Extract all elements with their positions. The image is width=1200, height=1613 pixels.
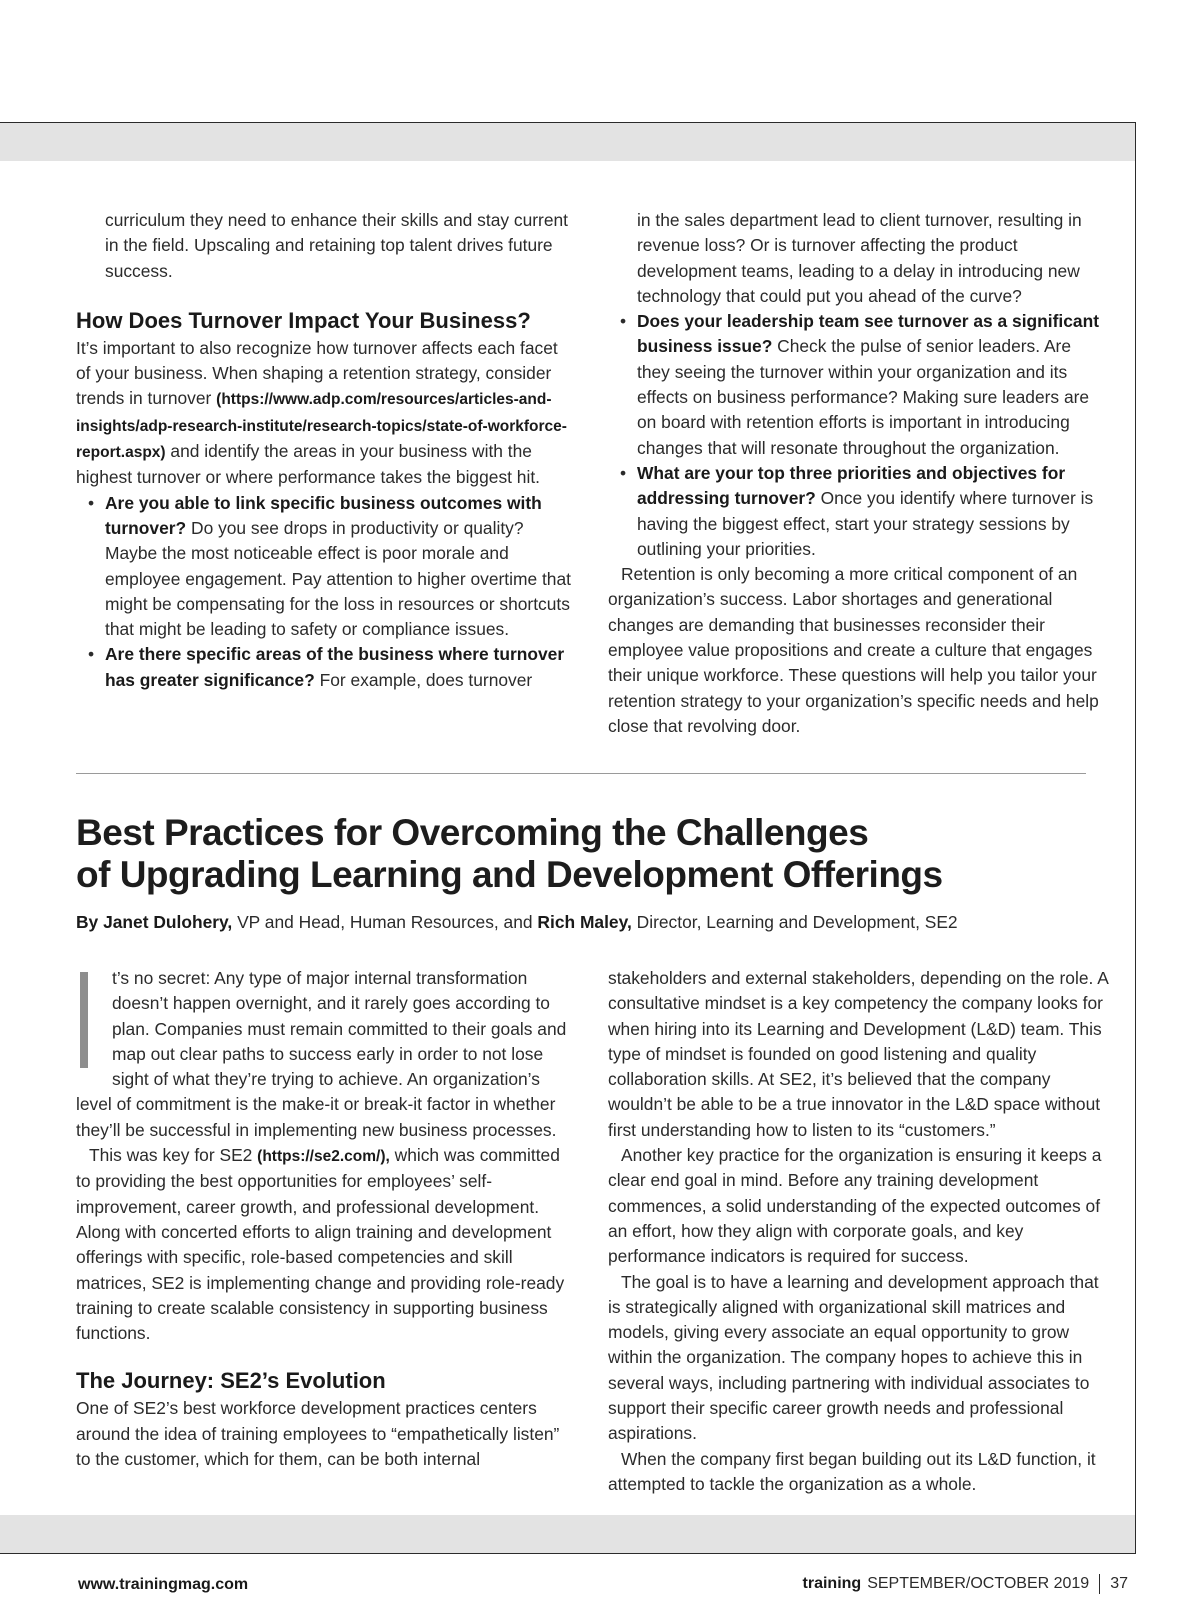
continued-text: in the sales department lead to client turnover, resulting in revenue loss? Or is turnover affecting the product development teams, leading to a delay in introducing new technology that could put you ahead of the curve? bbox=[637, 210, 1082, 306]
article-right-column bbox=[608, 966, 1108, 1497]
section-heading: How Does Turnover Impact Your Business? bbox=[76, 307, 531, 333]
article-title: Best Practices for Overcoming the Challenges of Upgrading Learning and Development Offerings bbox=[76, 812, 943, 895]
se2-link[interactable]: (https://se2.com/), bbox=[257, 1148, 390, 1166]
page-number: 37 bbox=[1110, 1575, 1128, 1592]
bottom-gray-band bbox=[0, 1515, 1135, 1553]
drop-cap-icon bbox=[80, 972, 88, 1068]
continued-text: curriculum they need to enhance their skills and stay current in the field. Upscaling and retaining top talent drives future success. bbox=[105, 210, 569, 281]
byline: By Janet Dulohery, VP and Head, Human Resources, and Rich Maley, Director, Learning and Development, SE2 bbox=[76, 912, 958, 932]
footer-brand: training bbox=[802, 1575, 862, 1592]
body-paragraph: When the company first began building out its L&D function, it attempted to tackle the organization as a whole. bbox=[608, 1448, 1096, 1494]
bullet-list bbox=[76, 491, 571, 693]
bullet-item: • Are there specific areas of the business where turnover has greater significance? For example, does turnover bbox=[76, 642, 571, 693]
body-paragraph: Another key practice for the organization is ensuring it keeps a clear end goal in mind. Before any training development commences, a solid understanding of the expected outcomes of an effort, how they align with corporate goals, and key performance indicators is required for success. bbox=[608, 1145, 1102, 1267]
section-heading: The Journey: SE2’s Evolution bbox=[76, 1368, 386, 1394]
body-paragraph: stakeholders and external stakeholders, depending on the role. A consultative mindset is a key competency the company looks for when hiring into its Learning and Development (L&D) team. This type of mindset is founded on good listening and quality collaboration skills. At SE2, it’s believed that the company wouldn’t be able to be a true innovator in the L&D space without first understanding how to listen to its “customers.” bbox=[608, 968, 1108, 1140]
bullet-list bbox=[608, 309, 1105, 562]
top-right-column bbox=[608, 208, 1105, 739]
body-paragraph: This was key for SE2 (https://se2.com/), which was committed to providing the best opportunities for employees’ self-improvement, career growth, and professional development. Along with concerted efforts to align training and development offerings with specific, role-based competencies and skill matrices, SE2 is implementing change and providing role-ready training to create scalable consistency in supporting business functions. bbox=[76, 1145, 565, 1344]
section-divider bbox=[76, 773, 1086, 774]
top-left-column bbox=[76, 208, 571, 693]
adp-link[interactable]: (https://www.adp.com/resources/articles-and-insights/adp-research-institute/research-topics/state-of-workforce-report.aspx) bbox=[76, 391, 567, 462]
body-paragraph: The goal is to have a learning and development approach that is strategically aligned with organizational skill matrices and models, giving every associate an equal opportunity to grow within the organization. The company hopes to achieve this in several ways, including partnering with individual associates to support their specific career growth needs and professional aspirations. bbox=[608, 1271, 1099, 1444]
footer-separator bbox=[1099, 1574, 1100, 1594]
lead-paragraph: t’s no secret: Any type of major internal transformation doesn’t happen overnight, and it rarely goes according to plan. Companies must remain committed to their goals and map out clear paths to success early in order to not lose sight of what they’re trying to achieve. An organization’s level of commitment is the make-it or break-it factor in whether they’ll be successful in implementing new business processes. bbox=[76, 968, 567, 1140]
body-paragraph: It’s important to also recognize how turnover affects each facet of your business. When shaping a retention strategy, consider trends in turnover (https://www.adp.com/resources/articles-and-insights/adp-research-institute/research-topics/state-of-workforce-report.aspx) and identify the areas in your business with the highest turnover or where performance takes the biggest hit. bbox=[76, 337, 567, 488]
bullet-item: • Does your leadership team see turnover as a significant business issue? Check the pulse of senior leaders. Are they seeing the turnover within your organization and its effects on business performance? Making sure leaders are on board with retention efforts is important in introducing changes that will resonate throughout the organization. bbox=[608, 309, 1105, 461]
footer-folio bbox=[803, 1574, 1128, 1594]
closing-paragraph: Retention is only becoming a more critical component of an organization’s success. Labor shortages and generational changes are demanding that businesses reconsider their employee value propositions and create a culture that engages their unique workforce. These questions will help you tailor your retention strategy to your organization’s specific needs and help close that revolving door. bbox=[608, 564, 1099, 736]
bullet-item: • Are you able to link specific business outcomes with turnover? Do you see drops in productivity or quality? Maybe the most noticeable effect is poor morale and employee engagement. Pay attention to higher overtime that might be compensating for the loss in resources or shortcuts that might be leading to safety or compliance issues. bbox=[76, 491, 571, 643]
footer-issue: SEPTEMBER/OCTOBER 2019 bbox=[867, 1575, 1090, 1592]
footer-website-link[interactable]: www.trainingmag.com bbox=[78, 1576, 249, 1593]
top-gray-band bbox=[0, 123, 1135, 161]
body-paragraph: One of SE2’s best workforce development practices centers around the idea of training employees to “empathetically listen” to the customer, which for them, can be both internal bbox=[76, 1398, 560, 1470]
bullet-item: • What are your top three priorities and objectives for addressing turnover? Once you identify where turnover is having the biggest effect, start your strategy sessions by outlining your priorities. bbox=[608, 461, 1105, 562]
article-left-column bbox=[76, 966, 576, 1472]
